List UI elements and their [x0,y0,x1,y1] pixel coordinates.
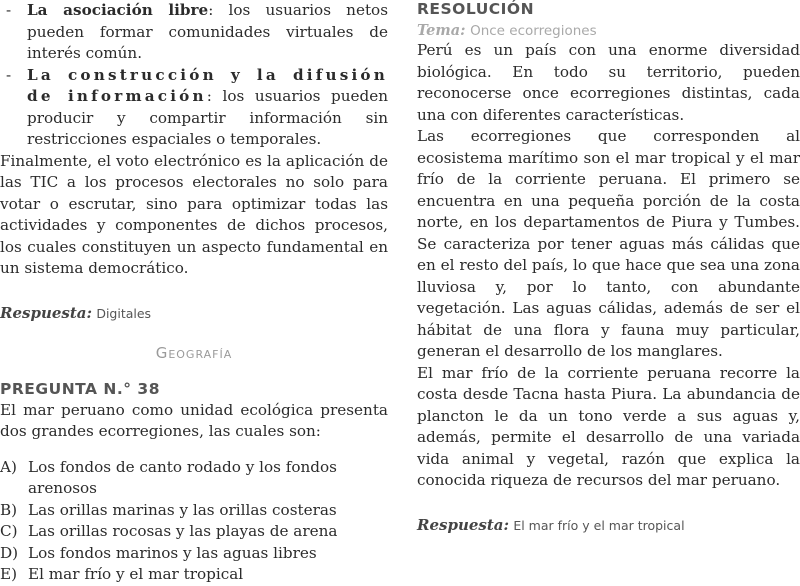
question-text: El mar peruano como unidad ecológica presenta dos grandes ecorregiones, las cuales son: [0,400,388,440]
topic-line [417,22,800,39]
resolution-paragraph-3: El mar frío de la corriente peruana recorre la costa desde Tacna hasta Piura. La abundancia de plancton le da un tono verde a sus aguas y, además, permite el desarrollo de una variada vida animal y vegetal, razón que explica la conocida riqueza de recursos del mar peruano. [417,363,800,489]
option-key: C) [0,522,18,540]
option-d [0,543,388,565]
answer-value: Digitales [96,305,152,321]
bullet-bold-term: La asociación libre [27,1,209,19]
option-e [0,564,388,586]
options-list [0,457,388,586]
answer-line [0,304,388,322]
question-title: PREGUNTA N.° 38 [0,379,161,398]
option-key: D) [0,543,19,562]
bullet-description: : los usuarios pueden producir y compartir información sin restricciones espaciales o temporales. [27,87,388,148]
bullet-dash: - [6,65,12,84]
resolution-title: RESOLUCIÓN [417,0,535,18]
answer-label: Respuesta: [417,515,510,534]
option-text: Las orillas rocosas y las playas de arena [28,522,338,540]
option-key: E) [0,565,18,583]
option-text: Las orillas marinas y las orillas costeras [28,500,337,519]
right-column [417,0,800,534]
option-text: Los fondos de canto rodado y los fondos arenosos [28,457,337,497]
bullet-item-asociacion [0,0,388,65]
answer-label: Respuesta: [0,303,93,322]
topic-value: Once ecorregiones [470,23,597,39]
option-text: Los fondos marinos y las aguas libres [28,543,317,562]
answer-value: El mar frío y el mar tropical [513,517,685,533]
option-c [0,521,388,543]
left-column [0,0,388,586]
option-b [0,500,388,522]
resolution-answer-line [417,516,800,534]
option-text: El mar frío y el mar tropical [28,565,244,583]
resolution-paragraph-2: Las ecorregiones que corresponden al ecosistema marítimo son el mar tropical y el mar frío de la corriente peruana. El primero se encuentra en una pequeña porción de la costa norte, en los departamentos de Piura y Tumbes. Se caracteriza por tener aguas más cálidas que en el resto del país, lo que hace que sea una zona lluviosa y, por lo tanto, con abundante vegetación. Las aguas cálidas, además de ser el hábitat de una flora y fauna muy particular, generan el desarrollo de los manglares. [417,127,800,360]
bullet-description: : los usuarios netos pueden formar comunidades virtuales de interés común. [27,1,388,62]
subject-heading: Geografía [155,343,233,362]
bullet-bold-term: La construcción y la difusión de información [27,65,388,105]
resolution-paragraph-1: Perú es un país con una enorme diversidad biológica. En todo su territorio, pueden reconocerse once ecorregiones distintas, cada una con diferentes características. [417,41,800,124]
option-key: A) [0,457,17,476]
topic-label: Tema: [417,22,466,39]
bullet-item-construccion [0,65,388,151]
option-key: B) [0,500,18,519]
option-a [0,457,388,500]
closing-paragraph: Finalmente, el voto electrónico es la aplicación de las TIC a los procesos electorales no solo para votar o escrutar, sino para optimizar todas las actividades y componentes de dichos procesos, los cuales constituyen un aspecto fundamental en un sistema democrático. [0,151,388,277]
bullet-dash: - [6,1,12,19]
